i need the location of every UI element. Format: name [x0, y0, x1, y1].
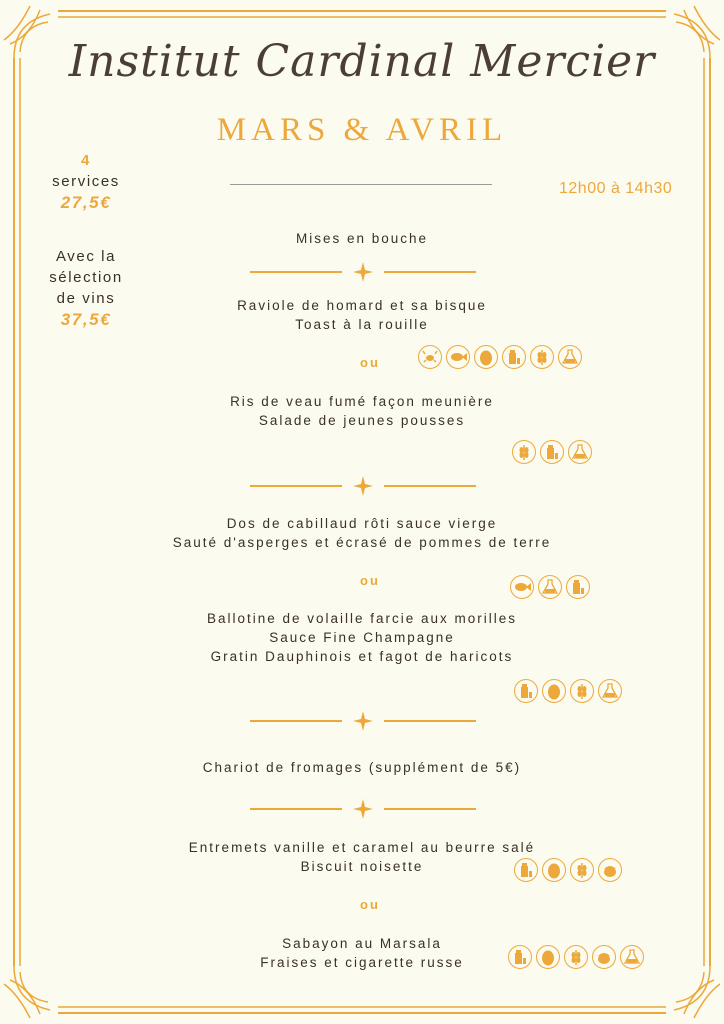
section-divider — [250, 262, 476, 282]
entree-2-line1: Ris de veau fumé façon meunière — [230, 394, 494, 409]
main-2-line3: Gratin Dauphinois et fagot de haricots — [210, 649, 514, 664]
milk-icon — [566, 575, 590, 599]
section-divider — [250, 711, 476, 731]
wine-label-line3: de vins — [56, 290, 116, 307]
main-2 — [112, 609, 612, 666]
crustacean-icon — [418, 345, 442, 369]
egg-icon — [542, 858, 566, 882]
main-2-line2: Sauce Fine Champagne — [269, 630, 455, 645]
amuse-bouche: Mises en bouche — [295, 231, 429, 246]
entree-1-line1: Raviole de homard et sa bisque — [237, 298, 487, 313]
or-separator: ou — [360, 355, 380, 370]
dessert-2-line2: Fraises et cigarette russe — [260, 955, 464, 970]
wine-label-line2: sélection — [49, 269, 123, 286]
egg-icon — [536, 945, 560, 969]
section-divider — [250, 799, 476, 819]
gluten-icon — [530, 345, 554, 369]
fish-icon — [510, 575, 534, 599]
milk-icon — [514, 858, 538, 882]
egg-icon — [542, 679, 566, 703]
or-separator: ou — [360, 573, 380, 588]
cheese-course: Chariot de fromages (supplément de 5€) — [202, 760, 522, 775]
or-separator: ou — [360, 897, 380, 912]
nut-icon — [598, 858, 622, 882]
wine-price: 37,5€ — [60, 310, 112, 329]
allergen-icons-dessert-1 — [514, 858, 622, 882]
gluten-icon — [564, 945, 588, 969]
entree-1-line2: Toast à la rouille — [295, 317, 429, 332]
price-option-menu — [30, 150, 142, 213]
nut-icon — [592, 945, 616, 969]
gluten-icon — [570, 679, 594, 703]
allergen-icons-dessert-2 — [508, 945, 644, 969]
entree-2 — [112, 392, 612, 430]
service-label: services — [52, 173, 120, 190]
fish-icon — [446, 345, 470, 369]
header-divider — [230, 184, 492, 185]
wine-label-line1: Avec la — [55, 248, 117, 265]
milk-icon — [514, 679, 538, 703]
sulphite-icon — [620, 945, 644, 969]
sulphite-icon — [598, 679, 622, 703]
main-1-line2: Sauté d'asperges et écrasé de pommes de terre — [172, 535, 552, 550]
milk-icon — [540, 440, 564, 464]
main-1 — [112, 514, 612, 552]
sulphite-icon — [538, 575, 562, 599]
page-title: Institut Cardinal Mercier — [68, 36, 656, 87]
milk-icon — [502, 345, 526, 369]
dessert-2-line1: Sabayon au Marsala — [282, 936, 442, 951]
dessert-1-line1: Entremets vanille et caramel au beurre salé — [188, 840, 536, 855]
menu-price: 27,5€ — [60, 193, 112, 212]
allergen-icons-entree-2 — [512, 440, 592, 464]
main-2-line1: Ballotine de volaille farcie aux morilles — [206, 611, 518, 626]
sulphite-icon — [568, 440, 592, 464]
gluten-icon — [570, 858, 594, 882]
section-divider — [250, 476, 476, 496]
allergen-icons-entree-1 — [418, 345, 582, 369]
dessert-1-line2: Biscuit noisette — [300, 859, 424, 874]
service-count: 4 — [81, 152, 91, 169]
allergen-icons-main-2 — [514, 679, 622, 703]
sulphite-icon — [558, 345, 582, 369]
entree-2-line2: Salade de jeunes pousses — [258, 413, 466, 428]
gluten-icon — [512, 440, 536, 464]
main-1-line1: Dos de cabillaud rôti sauce vierge — [226, 516, 498, 531]
milk-icon — [508, 945, 532, 969]
egg-icon — [474, 345, 498, 369]
allergen-icons-main-1 — [510, 575, 590, 599]
menu-period: MARS & AVRIL — [216, 112, 508, 148]
service-hours: 12h00 à 14h30 — [559, 180, 673, 197]
entree-1 — [112, 296, 612, 334]
